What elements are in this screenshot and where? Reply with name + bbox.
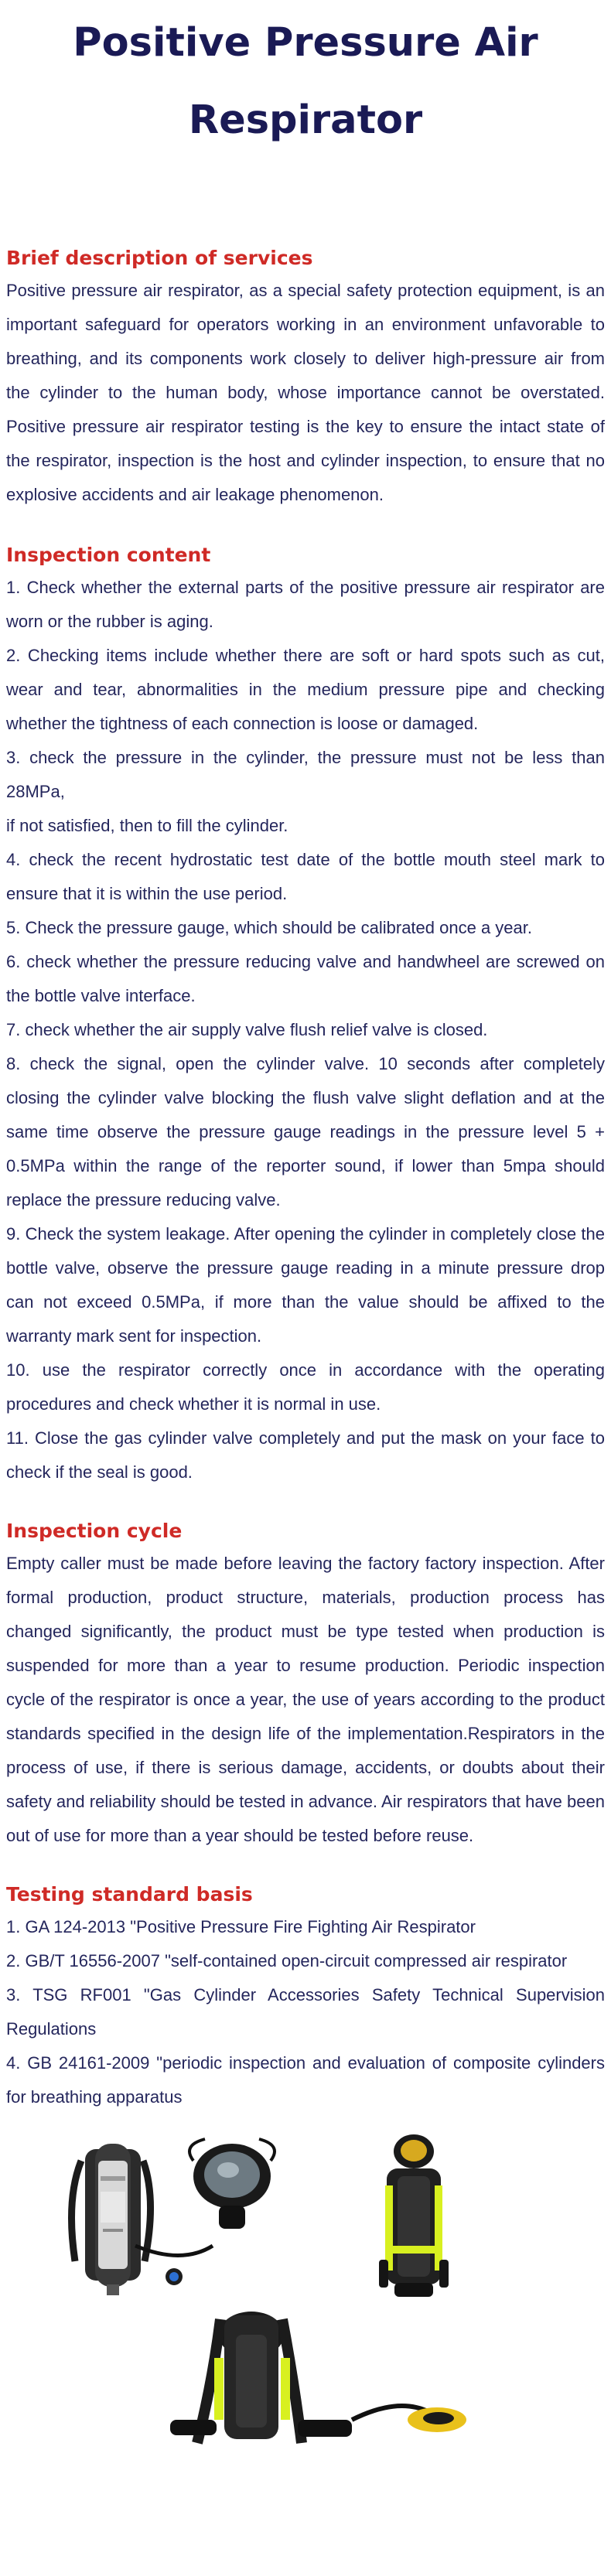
inspection-item: 2. Checking items include whether there are soft or hard spots such as cut, wear and tear, abnormalities in the medium pressure pipe and checking whether the tightness of each connection is loose or damaged. xyxy=(6,646,605,733)
standards-heading: Testing standard basis xyxy=(6,1883,253,1906)
respirator-frame-photo xyxy=(166,2304,483,2451)
respirator-with-mask-icon xyxy=(58,2130,290,2300)
section-inspection-content xyxy=(0,540,611,1489)
cycle-heading: Inspection cycle xyxy=(6,1520,183,1542)
inspection-heading: Inspection content xyxy=(6,544,211,566)
inspection-item: 7. check whether the air supply valve flush relief valve is closed. xyxy=(6,1020,488,1039)
respirator-frame-icon xyxy=(166,2304,483,2451)
brief-text: Positive pressure air respirator, as a special safety protection equipment, is an important safeguard for operators working in an environment unfavorable to breathing, and its components work closely to deliver high-pressure air from the cylinder to the human body, whose importance cannot be overstated. Positive pressure air respirator testing is the key to ensure the intact state of the respirator, inspection is the host and cylinder inspection, to ensure that no explosive accidents and air leakage phenomenon. xyxy=(6,281,605,504)
section-inspection-cycle xyxy=(0,1516,611,1853)
product-images xyxy=(0,2130,611,2455)
backpack-respirator-icon xyxy=(364,2130,464,2308)
inspection-item: 5. Check the pressure gauge, which should be calibrated once a year. xyxy=(6,918,532,937)
cycle-text: Empty caller must be made before leaving the factory factory inspection. After formal production, product structure, materials, production process has changed significantly, the product must be type tested when production is suspended for more than a year to resume production. Periodic inspection cycle of the respirator is once a year, the use of years according to the product standards specified in the design life of the implementation.Respirators in the process of use, if there is serious damage, accidents, or doubts about their safety and reliability should be tested in advance. Air respirators that have been out of use for more than a year should be tested before reuse. xyxy=(6,1554,605,1845)
inspection-item: 4. check the recent hydrostatic test date of the bottle mouth steel mark to ensure that it is within the use period. xyxy=(6,850,605,903)
page-title: Positive Pressure Air Respirator xyxy=(73,20,538,143)
respirator-with-mask-photo xyxy=(58,2130,290,2300)
inspection-item: 1. Check whether the external parts of the positive pressure air respirator are worn or the rubber is aging. xyxy=(6,578,605,631)
inspection-item: 3. check the pressure in the cylinder, the pressure must not be less than 28MPa, xyxy=(6,748,605,801)
inspection-item: 10. use the respirator correctly once in accordance with the operating procedures and check whether it is normal in use. xyxy=(6,1360,605,1414)
inspection-item: 11. Close the gas cylinder valve completely and put the mask on your face to check if the seal is good. xyxy=(6,1428,605,1482)
standards-list xyxy=(6,1910,605,2114)
section-brief-description xyxy=(0,243,611,512)
inspection-item: if not satisfied, then to fill the cylinder. xyxy=(6,816,288,835)
inspection-item: 9. Check the system leakage. After opening the cylinder in completely close the bottle valve, observe the pressure gauge reading in a minute pressure drop can not exceed 0.5MPa, if more than the value should be affixed to the warranty mark sent for inspection. xyxy=(6,1224,605,1346)
standard-item: 3. TSG RF001 "Gas Cylinder Accessories Safety Technical Supervision Regulations xyxy=(6,1985,605,2039)
inspection-list xyxy=(6,571,605,1489)
inspection-item: 6. check whether the pressure reducing valve and handwheel are screwed on the bottle valve interface. xyxy=(6,952,605,1005)
brief-heading: Brief description of services xyxy=(6,247,313,269)
section-testing-standards xyxy=(0,1879,611,2114)
standard-item: 4. GB 24161-2009 "periodic inspection and evaluation of composite cylinders for breathing apparatus xyxy=(6,2053,605,2107)
standard-item: 1. GA 124-2013 "Positive Pressure Fire Fighting Air Respirator xyxy=(6,1917,476,1936)
standard-item: 2. GB/T 16556-2007 "self-contained open-circuit compressed air respirator xyxy=(6,1951,568,1970)
inspection-item: 8. check the signal, open the cylinder valve. 10 seconds after completely closing the cylinder valve blocking the flush valve slight deflation and at the same time observe the pressure gauge readings in the pressure level 5 + 0.5MPa within the range of the reporter sound, if lower than 5mpa should replace the pressure reducing valve. xyxy=(6,1054,605,1210)
backpack-respirator-photo xyxy=(364,2130,464,2308)
